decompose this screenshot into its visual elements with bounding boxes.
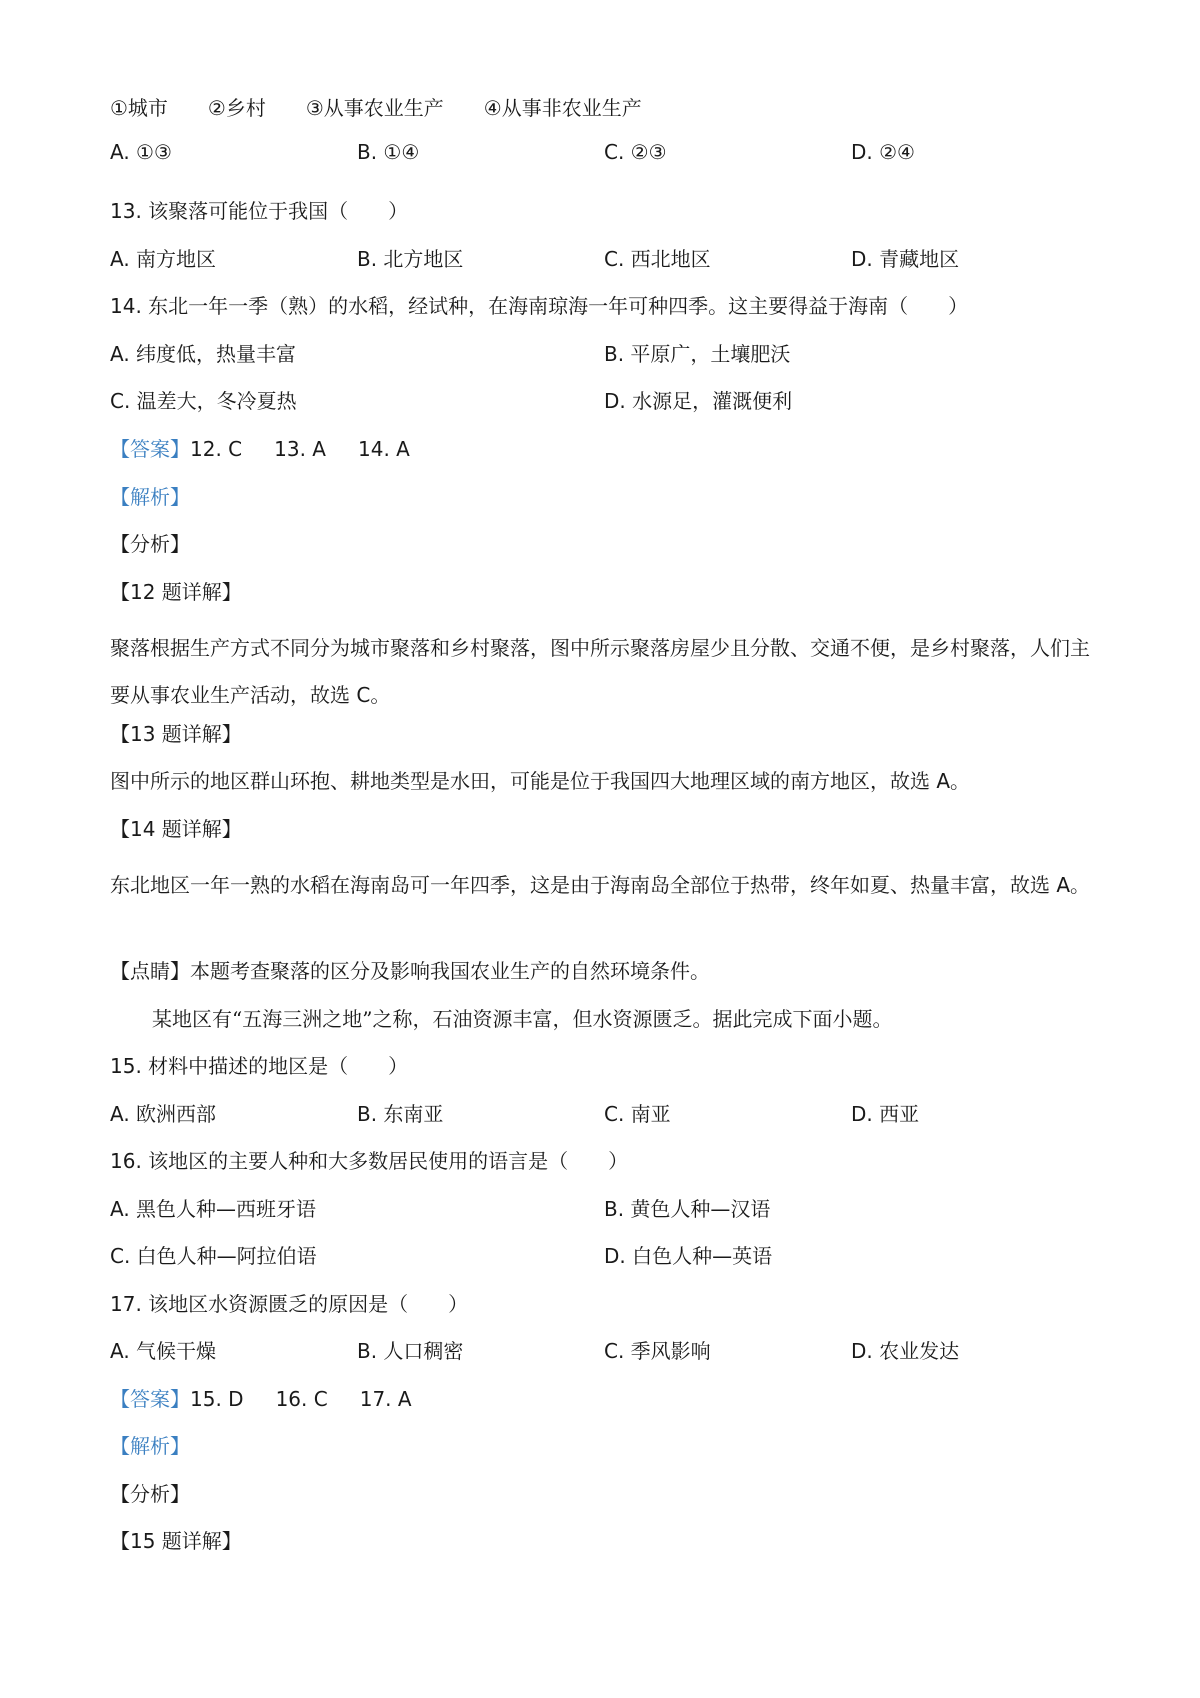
answer-item: 12. C (190, 437, 243, 461)
q17-option-c: C. 季风影响 (604, 1339, 711, 1363)
q12-items: ①城市 ②乡村 ③从事农业生产 ④从事非农业生产 (110, 96, 642, 120)
q14-option-c: C. 温差大，冬冷夏热 (110, 389, 297, 413)
answer-label: 【答案】 (110, 1387, 190, 1411)
q12-option-c: C. ②③ (604, 140, 667, 164)
answer-line-1 (110, 435, 410, 463)
answer-item: 15. D (190, 1387, 244, 1411)
q13-stem: 13. 该聚落可能位于我国（ ） (110, 199, 409, 223)
detail-12-text: 聚落根据生产方式不同分为城市聚落和乡村聚落，图中所示聚落房屋少且分散、交通不便，是乡村聚落，人们主要从事农业生产活动，故选 C。 (110, 636, 1090, 707)
q13-option-c: C. 西北地区 (604, 247, 711, 271)
q16-option-b: B. 黄色人种—汉语 (604, 1197, 771, 1221)
q12-option-a: A. ①③ (110, 140, 172, 164)
q17-option-b: B. 人口稠密 (357, 1339, 464, 1363)
detail-13-text: 图中所示的地区群山环抱、耕地类型是水田，可能是位于我国四大地理区域的南方地区，故选 A。 (110, 769, 971, 793)
q14-option-b: B. 平原广，土壤肥沃 (604, 342, 791, 366)
dianjing-note: 【点睛】本题考查聚落的区分及影响我国农业生产的自然环境条件。 (110, 959, 710, 983)
answer-item: 16. C (275, 1387, 328, 1411)
fenxi-label: 【分析】 (110, 532, 190, 556)
detail-13-title: 【13 题详解】 (110, 722, 242, 746)
q15-stem: 15. 材料中描述的地区是（ ） (110, 1054, 409, 1078)
answer-item: 14. A (358, 437, 410, 461)
q13-option-d: D. 青藏地区 (851, 247, 960, 271)
answer-line-2 (110, 1385, 412, 1413)
answer-item: 13. A (274, 437, 326, 461)
q13-option-a: A. 南方地区 (110, 247, 217, 271)
fenxi-label-2: 【分析】 (110, 1482, 190, 1506)
jiexi-label: 【解析】 (110, 485, 190, 509)
detail-12-title: 【12 题详解】 (110, 580, 242, 604)
jiexi-label-2: 【解析】 (110, 1434, 190, 1458)
q15-option-a: A. 欧洲西部 (110, 1102, 217, 1126)
detail-14-text: 东北地区一年一熟的水稻在海南岛可一年四季，这是由于海南岛全部位于热带，终年如夏、热量丰富，故选 A。 (110, 873, 1091, 897)
q15-option-c: C. 南亚 (604, 1102, 671, 1126)
q12-option-b: B. ①④ (357, 140, 420, 164)
q16-option-d: D. 白色人种—英语 (604, 1244, 773, 1268)
q14-stem: 14. 东北一年一季（熟）的水稻，经试种，在海南琼海一年可种四季。这主要得益于海南（ ） (110, 294, 969, 318)
answer-item: 17. A (359, 1387, 412, 1411)
q16-stem: 16. 该地区的主要人种和大多数居民使用的语言是（ ） (110, 1149, 629, 1173)
q17-stem: 17. 该地区水资源匮乏的原因是（ ） (110, 1292, 469, 1316)
detail-14-title: 【14 题详解】 (110, 817, 242, 841)
q17-option-a: A. 气候干燥 (110, 1339, 217, 1363)
q17-option-d: D. 农业发达 (851, 1339, 960, 1363)
q14-option-a: A. 纬度低，热量丰富 (110, 342, 297, 366)
q16-option-c: C. 白色人种—阿拉伯语 (110, 1244, 317, 1268)
detail-15-title: 【15 题详解】 (110, 1529, 242, 1553)
q15-option-d: D. 西亚 (851, 1102, 920, 1126)
answer-label: 【答案】 (110, 437, 190, 461)
q13-option-b: B. 北方地区 (357, 247, 464, 271)
q15-option-b: B. 东南亚 (357, 1102, 444, 1126)
material-text: 某地区有“五海三洲之地”之称，石油资源丰富，但水资源匮乏。据此完成下面小题。 (152, 1007, 893, 1031)
q14-option-d: D. 水源足，灌溉便利 (604, 389, 793, 413)
q16-option-a: A. 黑色人种—西班牙语 (110, 1197, 317, 1221)
q12-option-d: D. ②④ (851, 140, 915, 164)
